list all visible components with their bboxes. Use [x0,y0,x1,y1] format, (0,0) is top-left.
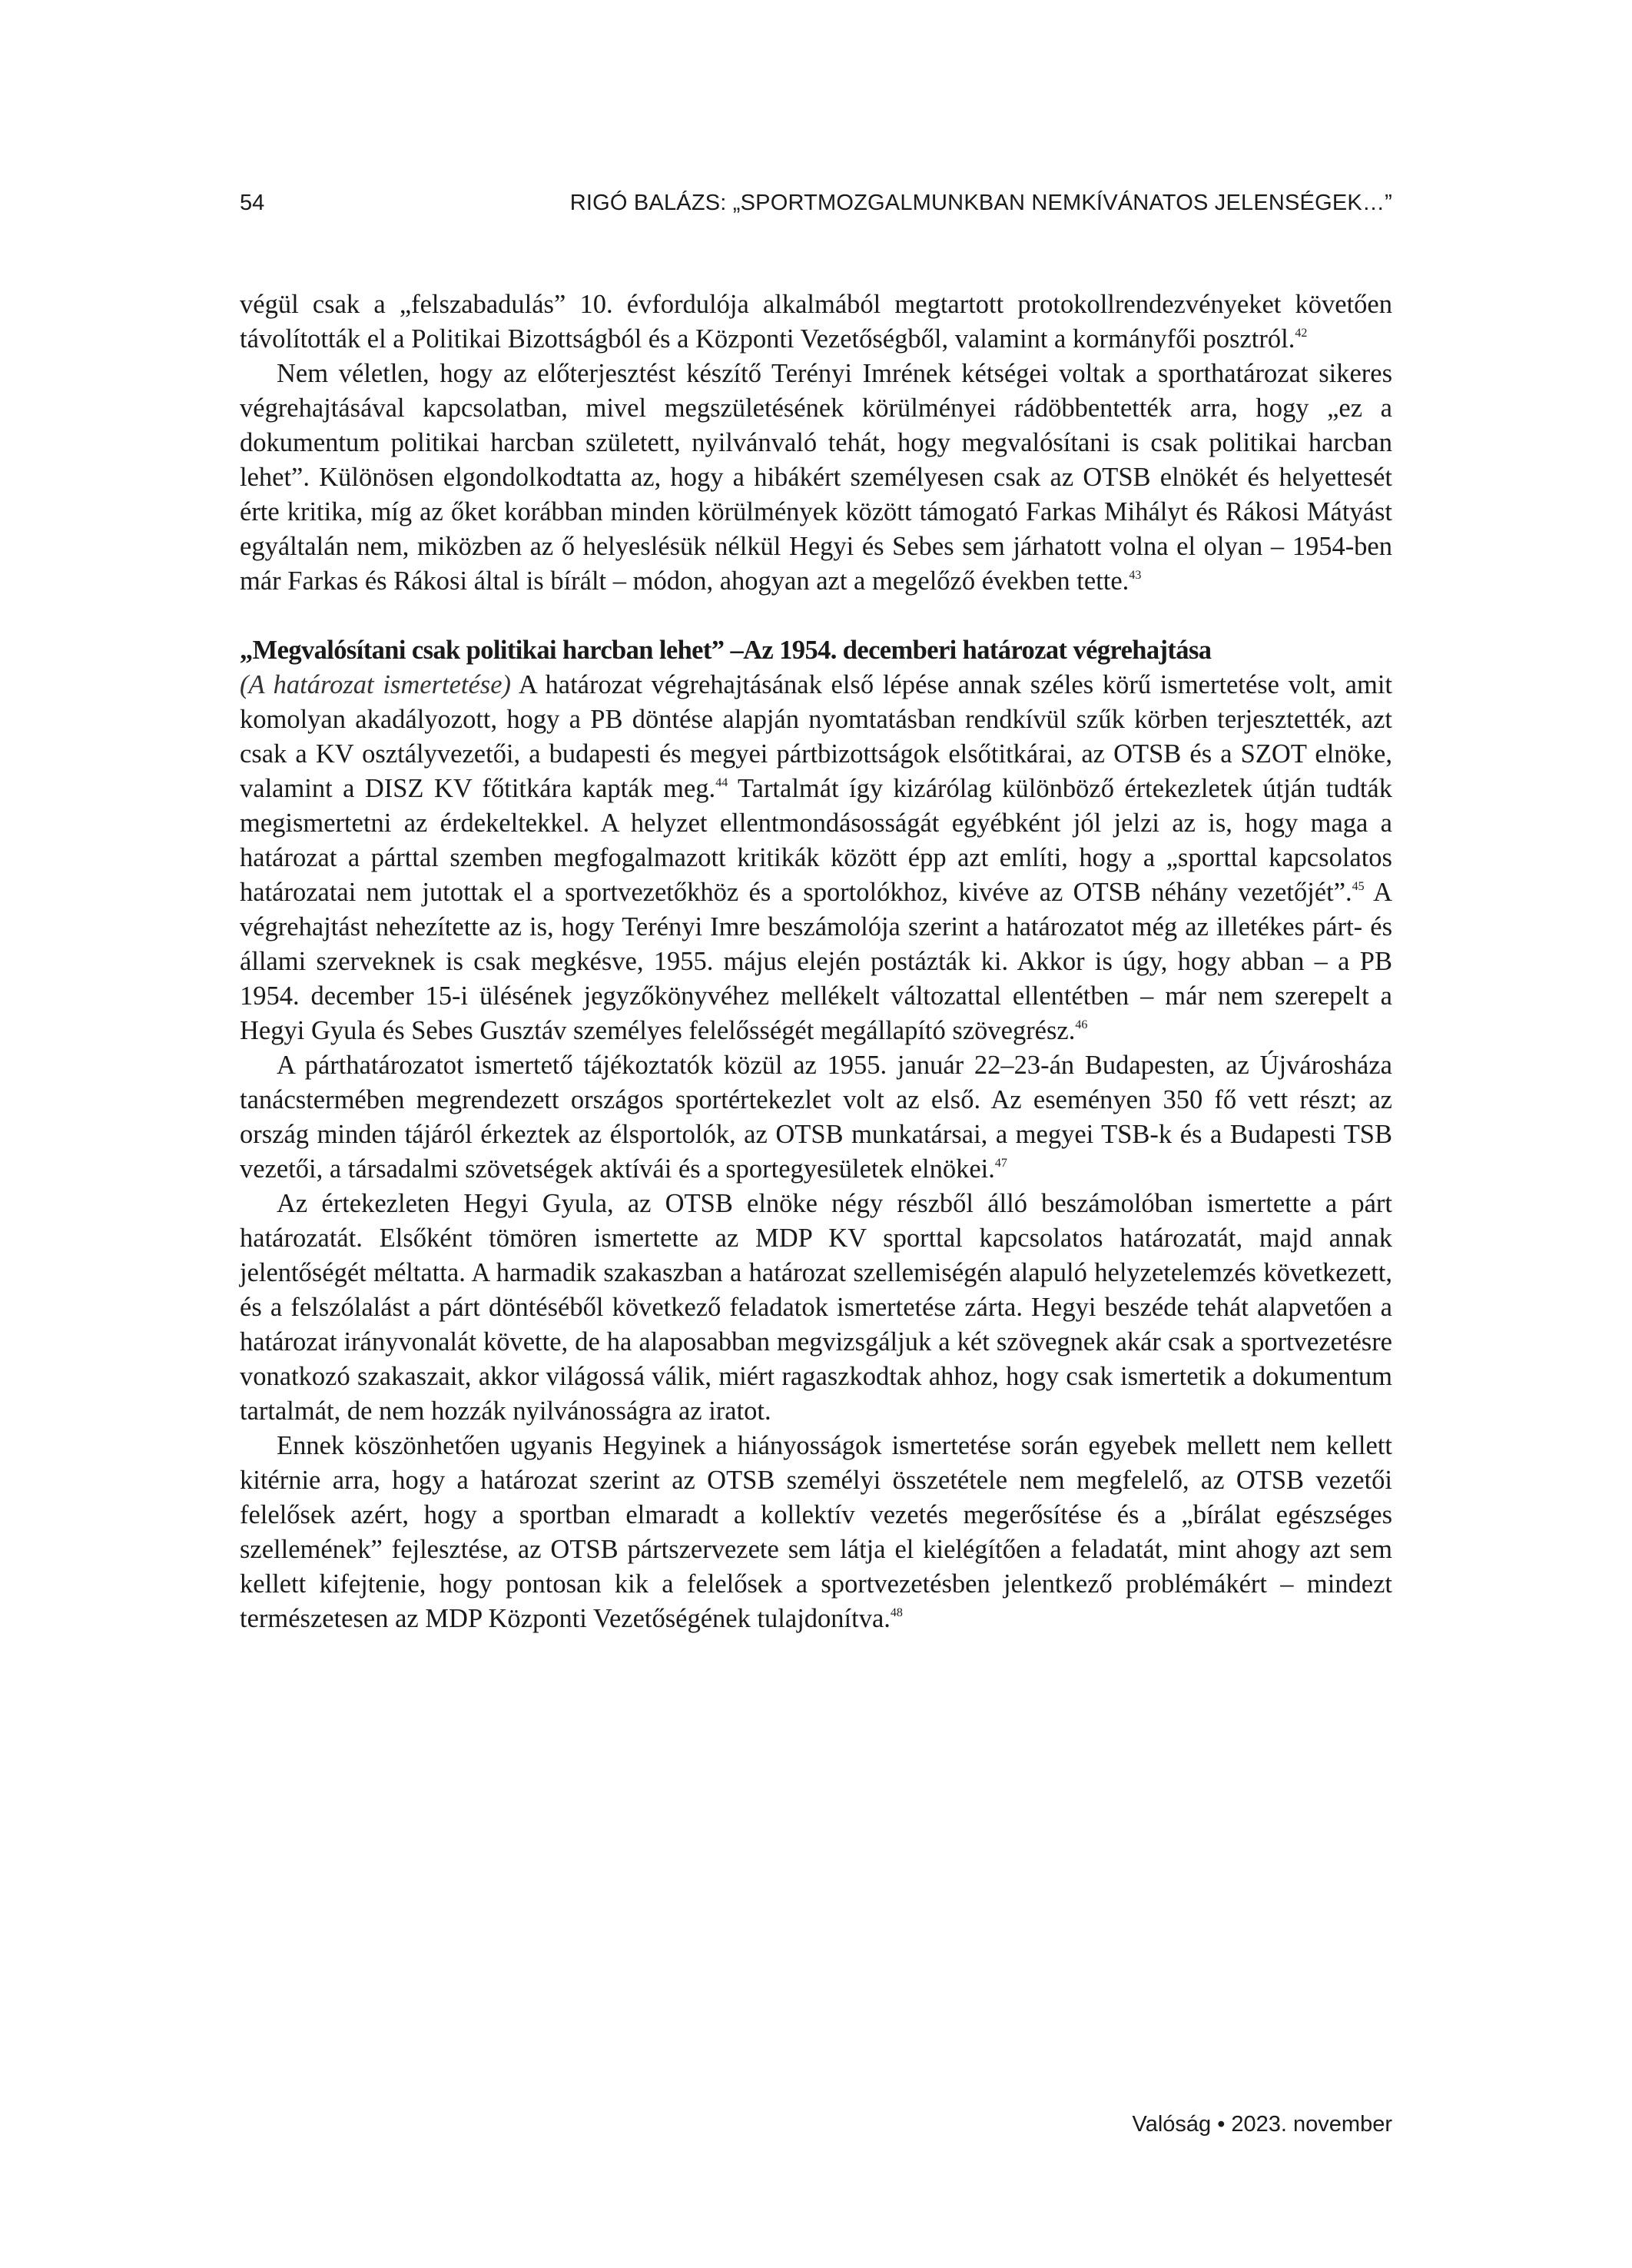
paragraph: Ennek köszönhetően ugyanis Hegyinek a hiányosságok ismertetése során egyebek mellett nem kellett kitérnie arra, hogy a határozat szerint az OTSB személyi összetétele nem megfelelő, az OTSB vezetői felelősek azért, hogy a sportban elmaradt a kollektív vezetés megerősítése és a „bírálat egészséges szellemének” fejlesztése, az OTSB pártszervezete sem látja el kielégítően a feladatát, mint ahogy azt sem kellett kifejtenie, hogy pontosan kik a felelősek a sportvezetésben jelentkező problémákért – mindezt természetesen az MDP Központi Vezetőségének tulajdonítva.$^{48}$ [240,1431,1392,1633]
footnote-ref[interactable]: 42 [1295,327,1308,340]
footnote-ref[interactable]: 43 [1129,569,1142,582]
running-title: RIGÓ BALÁZS: „SPORTMOZGALMUNKBAN NEMKÍVÁNATOS JELENSÉGEK…” [569,191,1392,215]
page-footer: Valóság • 2023. november [1132,2112,1392,2137]
page-header [240,191,1392,221]
paragraph: végül csak a „felszabadulás” 10. évfordulója alkalmából megtartott protokollrendezvényeket követően távolították el a Politikai Bizottságból és a Központi Vezetőségből, valamint a kormányfői posztról.$^{42}$ [240,290,1392,354]
paragraph: Az értekezleten Hegyi Gyula, az OTSB elnöke négy részből álló beszámolóban ismertette a párt határozatát. Elsőként tömören ismertette az MDP KV sporttal kapcsolatos határozatát, majd annak jelentőségét méltatta. A harmadik szakaszban a határozat szellemiségén alapuló helyzetelemzés következett, és a felszólalást a párt döntéséből következő feladatok ismertetése zárta. Hegyi beszéde tehát alapvetően a határozat irányvonalát követte, de ha alaposabban megvizsgáljuk a két szövegnek akár csak a sportvezetésre vonatkozó szakaszait, akkor világossá válik, miért ragaszkodtak ahhoz, hogy csak ismertetik a dokumentum tartalmát, de nem hozzák nyilvánosságra az iratot. [240,1189,1392,1426]
footnote-ref[interactable]: 47 [994,1157,1007,1170]
page-number: 54 [240,191,265,215]
runin-title: (A határozat ismertetése) [240,670,512,699]
section-heading: „Megvalósítani csak politikai harcban lehet” –Az 1954. decemberi határozat végrehajtása [240,636,1212,665]
footnote-ref[interactable]: 48 [890,1606,903,1619]
paragraph: (A határozat ismertetése) A határozat végrehajtásának első lépése annak széles körű ismertetése volt, amit komolyan akadályozott, hogy a PB döntése alapján nyomtatásban rendkívül szűk körben terjesztették, azt csak a KV osztályvezetői, a budapesti és megyei pártbizottságok elsőtitkárai, az OTSB és a SZOT elnöke, valamint a DISZ KV főtitkára kapták meg.$^{44}$ Tartalmát így kizárólag különböző értekezletek útján tudták megismertetni az érdekeltekkel. A helyzet ellentmondásosságát egyébként jól jelzi az is, hogy maga a határozat a párttal szemben megfogalmazott kritikák között épp azt említi, hogy a „sporttal kapcsolatos határozatai nem jutottak el a sportvezetőkhöz és a sportolókhoz, kivéve az OTSB néhány vezetőjét”.$^{45}$ A végrehajtást nehezítette az is, hogy Terényi Imre beszámolója szerint a határozatot még az illetékes párt- és állami szerveknek is csak megkésve, 1955. május elején postázták ki. Akkor is úgy, hogy abban – a PB 1954. december 15-i ülésének jegyzőkönyvéhez mellékelt változattal ellentétben – már nem szerepelt a Hegyi Gyula és Sebes Gusztáv személyes felelősségét megállapító szövegrész.$^{46}$ [240,670,1393,1045]
paragraph: A párthatározatot ismertető tájékoztatók közül az 1955. január 22–23-án Budapesten, az Újvárosháza tanácstermében megrendezett országos sportértekezlet volt az első. Az eseményen 350 fő vett részt; az ország minden tájáról érkeztek az élsportolók, az OTSB munkatársai, a megyei TSB-k és a Budapesti TSB vezetői, a társadalmi szövetségek aktívái és a sportegyesületek elnökei.$^{47}$ [240,1051,1392,1184]
footnote-ref[interactable]: 45 [1352,880,1365,893]
article-body [240,287,1392,1636]
paragraph: Nem véletlen, hogy az előterjesztést készítő Terényi Imrének kétségei voltak a sporthatározat sikeres végrehajtásával kapcsolatban, mivel megszületésének körülményei rádöbbentették arra, hogy „ez a dokumentum politikai harcban született, nyilvánvaló tehát, hogy megvalósítani is csak politikai harcban lehet”. Különösen elgondolkodtatta az, hogy a hibákért személyesen csak az OTSB elnökét és helyettesét érte kritika, míg az őket korábban minden körülmények között támogató Farkas Mihályt és Rákosi Mátyást egyáltalán nem, miközben az ő helyeslésük nélkül Hegyi és Sebes sem járhatott volna el olyan – 1954-ben már Farkas és Rákosi által is bírált – módon, ahogyan azt a megelőző években tette.$^{43}$ [240,359,1392,596]
footnote-ref[interactable]: 46 [1075,1018,1088,1031]
footnote-ref[interactable]: 44 [715,776,728,789]
